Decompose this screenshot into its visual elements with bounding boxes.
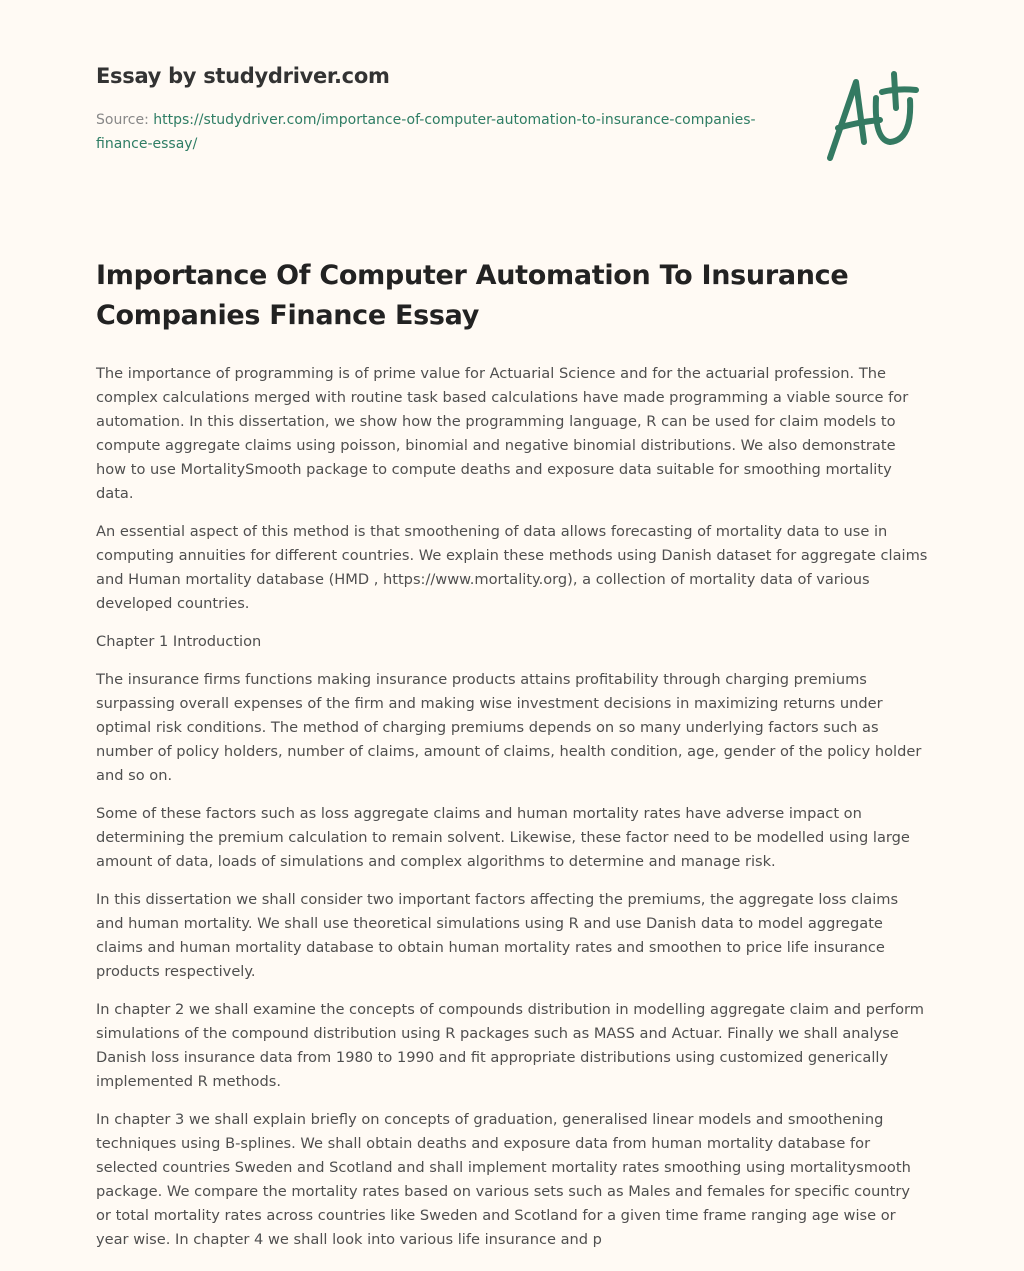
article-title: Importance Of Computer Automation To Insurance Companies Finance Essay: [96, 260, 849, 331]
brand-title: Essay by studydriver.com: [96, 64, 390, 88]
chapter-heading: Chapter 1 Introduction: [96, 633, 262, 650]
paragraph: Some of these factors such as loss aggregate claims and human mortality rates have adverse impact on determining the premium calculation to remain solvent. Likewise, these factor need to be modelled using large amount of data, loads of simulations and complex algorithms to determine and manage risk.: [96, 805, 910, 870]
site-header: [96, 64, 796, 156]
a-plus-logo-icon: [818, 70, 928, 165]
paragraph: An essential aspect of this method is that smoothening of data allows forecasting of mortality data to use in computing annuities for different countries. We explain these methods using Danish dataset for aggregate claims and Human mortality database (HMD , https://www.mortality.org), a collection of mortality data of various developed countries.: [96, 523, 928, 612]
article: [96, 256, 928, 1266]
paragraph: The importance of programming is of prime value for Actuarial Science and for the actuarial profession. The complex calculations merged with routine task based calculations have made programming a viable source for automation. In this dissertation, we show how the programming language, R can be used for claim models to compute aggregate claims using poisson, binomial and negative binomial distributions. We also demonstrate how to use MortalitySmooth package to compute deaths and exposure data suitable for smoothing mortality data.: [96, 365, 909, 502]
source-label: Source:: [96, 112, 154, 128]
paragraph: In chapter 2 we shall examine the concepts of compounds distribution in modelling aggregate claim and perform simulations of the compound distribution using R packages such as MASS and Actuar. Finally we shall analyse Danish loss insurance data from 1980 to 1990 and fit appropriate distributions using customized generically implemented R methods.: [96, 1001, 924, 1090]
paragraph: In this dissertation we shall consider two important factors affecting the premiums, the aggregate loss claims and human mortality. We shall use theoretical simulations using R and use Danish data to model aggregate claims and human mortality database to obtain human mortality rates and smoothen to price life insurance products respectively.: [96, 891, 899, 980]
source-line: [96, 108, 796, 156]
paragraph: In chapter 3 we shall explain briefly on concepts of graduation, generalised linear models and smoothening techniques using B-splines. We shall obtain deaths and exposure data from human mortality database for selected countries Sweden and Scotland and shall implement mortality rates smoothing using mortalitysmooth package. We compare the mortality rates based on various sets such as Males and females for specific country or total mortality rates across countries like Sweden and Scotland for a given time frame ranging age wise or year wise. In chapter 4 we shall look into various life insurance and p: [96, 1111, 911, 1248]
source-link[interactable]: https://studydriver.com/importance-of-computer-automation-to-insurance-companies-finance-essay/: [96, 112, 756, 152]
paragraph: The insurance firms functions making insurance products attains profitability through charging premiums surpassing overall expenses of the firm and making wise investment decisions in maximizing returns under optimal risk conditions. The method of charging premiums depends on so many underlying factors such as number of policy holders, number of claims, amount of claims, health condition, age, gender of the policy holder and so on.: [96, 671, 922, 784]
